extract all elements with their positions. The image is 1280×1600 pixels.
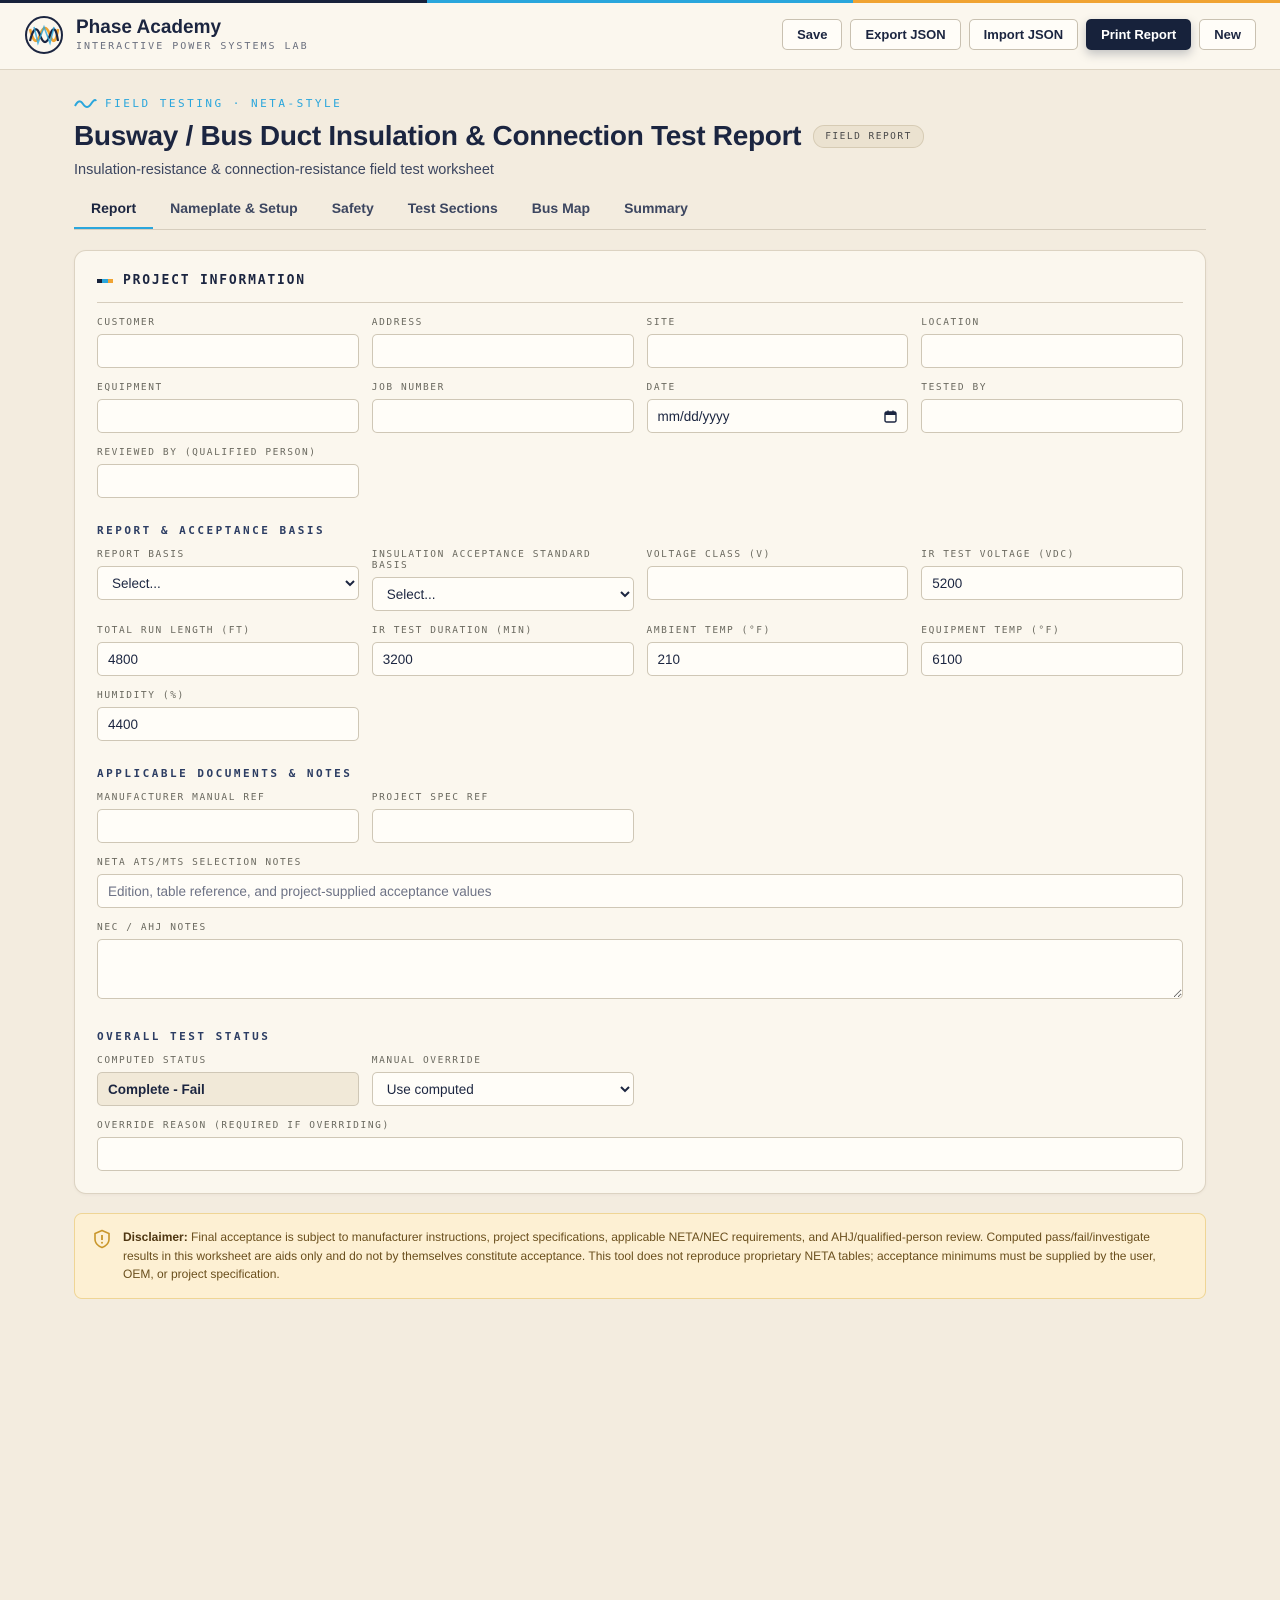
ir-duration-label: IR TEST DURATION (MIN) — [371, 625, 533, 636]
shield-alert-icon — [93, 1229, 111, 1249]
basis-fields — [97, 541, 1183, 741]
card-title: PROJECT INFORMATION — [123, 273, 306, 288]
save-button[interactable]: Save — [782, 19, 842, 50]
equipment-label: EQUIPMENT — [97, 382, 163, 393]
site-label: SITE — [646, 317, 676, 328]
manual-ref-input[interactable] — [97, 809, 359, 843]
disclaimer-lead: Disclaimer: — [123, 1230, 188, 1244]
tested-by-label: TESTED BY — [921, 382, 988, 393]
eyebrow-text: FIELD TESTING · NETA-STYLE — [105, 97, 343, 110]
brand-stripe — [0, 0, 1280, 3]
job-number-input[interactable] — [372, 399, 634, 433]
date-label: DATE — [646, 382, 676, 393]
site-input[interactable] — [647, 334, 909, 368]
override-reason-label: OVERRIDE REASON (REQUIRED IF OVERRIDING) — [97, 1120, 390, 1131]
customer-label: CUSTOMER — [97, 317, 156, 328]
disclaimer-banner — [74, 1213, 1206, 1299]
new-button[interactable]: New — [1199, 19, 1256, 50]
page-subtitle: Insulation-resistance & connection-resistance field test worksheet — [74, 162, 494, 178]
insulation-standard-select[interactable] — [372, 577, 634, 611]
manual-override-label: MANUAL OVERRIDE — [371, 1055, 482, 1066]
date-input[interactable] — [647, 399, 909, 433]
sine-wave-logo-icon — [24, 15, 64, 55]
project-fields — [97, 303, 1183, 498]
neta-notes-label: NETA ATS/MTS SELECTION NOTES — [97, 857, 302, 868]
tab-nameplate-setup[interactable]: Nameplate & Setup — [170, 200, 298, 216]
ambient-temp-label: AMBIENT TEMP (°F) — [646, 625, 771, 636]
report-basis-heading: REPORT & ACCEPTANCE BASIS — [97, 524, 326, 537]
neta-notes-input[interactable] — [97, 874, 1183, 908]
page-title: Busway / Bus Duct Insulation & Connection Test Report — [74, 120, 802, 151]
address-input[interactable] — [372, 334, 634, 368]
status-heading: OVERALL TEST STATUS — [97, 1030, 271, 1043]
humidity-input[interactable] — [97, 707, 359, 741]
documents-fields — [97, 784, 1183, 1004]
spec-ref-label: PROJECT SPEC REF — [371, 792, 489, 803]
calendar-icon[interactable] — [884, 410, 897, 423]
brand-name: Phase Academy — [76, 17, 222, 38]
section-bar-icon — [97, 279, 113, 283]
nec-notes-textarea[interactable] — [97, 939, 1183, 999]
computed-status-value: Complete - Fail — [97, 1072, 359, 1106]
wave-icon — [74, 98, 97, 110]
eyebrow — [74, 97, 1206, 110]
report-basis-label: REPORT BASIS — [97, 549, 185, 560]
humidity-label: HUMIDITY (%) — [97, 690, 185, 701]
equipment-temp-input[interactable] — [921, 642, 1183, 676]
documents-heading: APPLICABLE DOCUMENTS & NOTES — [97, 767, 353, 780]
card-header — [97, 273, 1183, 303]
disclaimer-text: Final acceptance is subject to manufacturer instructions, project specifications, applicable NETA/NEC requirements, and AHJ/qualified-person review. Computed pass/fail/investigate results in this worksheet are aids only and do not by themselves constitute acceptance. This tool does not reproduce proprietary NETA tables; acceptance minimums must be supplied by the user, OEM, or project specification. — [123, 1230, 1156, 1281]
run-length-input[interactable] — [97, 642, 359, 676]
field-report-badge: FIELD REPORT — [813, 125, 924, 148]
manual-ref-label: MANUFACTURER MANUAL REF — [97, 792, 266, 803]
report-basis-select[interactable] — [97, 566, 359, 600]
top-bar — [0, 0, 1280, 70]
date-placeholder: mm/dd/yyyy — [657, 408, 730, 424]
ambient-temp-input[interactable] — [647, 642, 909, 676]
tested-by-input[interactable] — [921, 399, 1183, 433]
reviewed-by-input[interactable] — [97, 464, 359, 498]
insulation-standard-label: INSULATION ACCEPTANCE STANDARD BASIS — [371, 549, 592, 571]
export-json-button[interactable]: Export JSON — [850, 19, 960, 50]
job-number-label: JOB NUMBER — [371, 382, 445, 393]
disclaimer-content — [123, 1228, 1183, 1284]
address-label: ADDRESS — [371, 317, 423, 328]
title-row — [74, 120, 1206, 152]
tab-summary[interactable]: Summary — [624, 200, 688, 216]
reviewed-by-label: REVIEWED BY (QUALIFIED PERSON) — [97, 447, 317, 458]
main-content — [0, 97, 1280, 1299]
tab-report[interactable]: Report — [74, 192, 153, 229]
voltage-class-label: VOLTAGE CLASS (V) — [646, 549, 771, 560]
import-json-button[interactable]: Import JSON — [969, 19, 1078, 50]
tab-test-sections[interactable]: Test Sections — [407, 200, 498, 216]
customer-input[interactable] — [97, 334, 359, 368]
tab-safety[interactable]: Safety — [331, 200, 374, 216]
location-label: LOCATION — [921, 317, 980, 328]
manual-override-select[interactable] — [372, 1072, 634, 1106]
tab-bus-map[interactable]: Bus Map — [531, 200, 591, 216]
brand-tagline: INTERACTIVE POWER SYSTEMS LAB — [76, 41, 309, 52]
ir-test-voltage-label: IR TEST VOLTAGE (VDC) — [921, 549, 1075, 560]
project-information-card — [74, 250, 1206, 1194]
toolbar — [782, 19, 1256, 50]
brand — [24, 15, 309, 55]
spec-ref-input[interactable] — [372, 809, 634, 843]
equipment-temp-label: EQUIPMENT TEMP (°F) — [921, 625, 1061, 636]
tab-bar — [74, 192, 1206, 230]
equipment-input[interactable] — [97, 399, 359, 433]
location-input[interactable] — [921, 334, 1183, 368]
ir-test-voltage-input[interactable] — [921, 566, 1183, 600]
print-report-button[interactable]: Print Report — [1086, 19, 1191, 50]
override-reason-input[interactable] — [97, 1137, 1183, 1171]
ir-duration-input[interactable] — [372, 642, 634, 676]
voltage-class-input[interactable] — [647, 566, 909, 600]
nec-notes-label: NEC / AHJ NOTES — [97, 922, 207, 933]
computed-status-label: COMPUTED STATUS — [97, 1055, 207, 1066]
status-fields — [97, 1047, 1183, 1171]
run-length-label: TOTAL RUN LENGTH (FT) — [97, 625, 251, 636]
